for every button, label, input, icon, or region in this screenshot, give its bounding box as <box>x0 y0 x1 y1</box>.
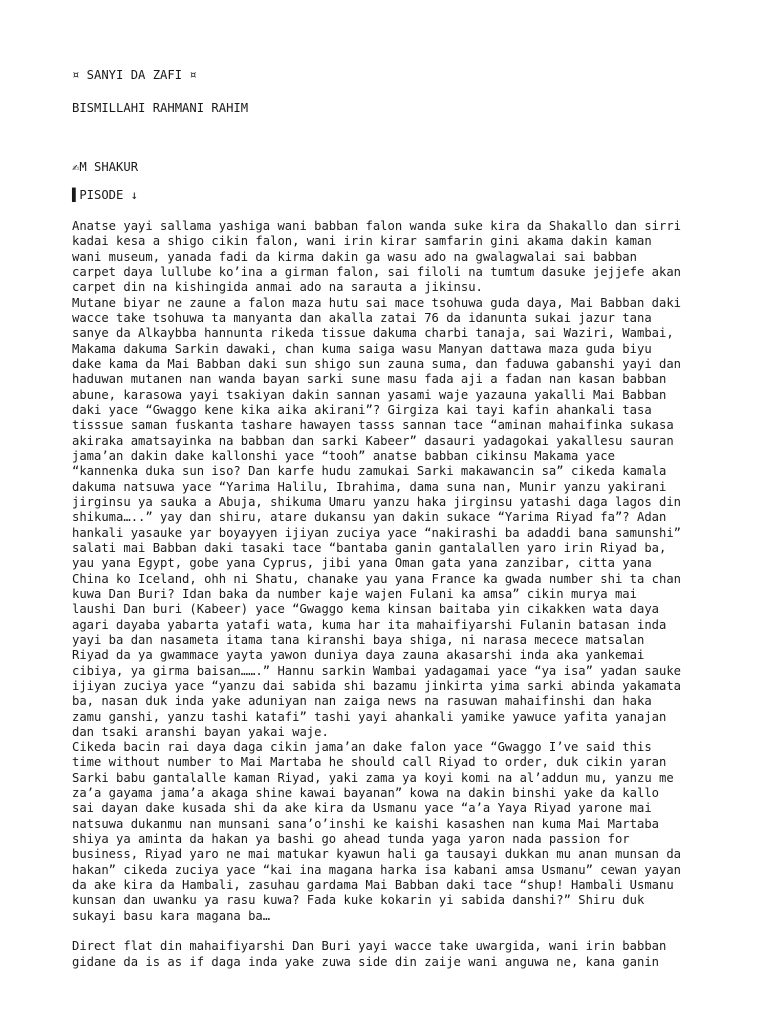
text-line: yayi ba dan nasameta itama tana kiranshi baya shiga, ni narasa mecece matsalan <box>72 632 645 647</box>
text-line: laushi Dan buri (Kabeer) yace “Gwaggo kema kinsan baitaba yin cikakken wata daya <box>72 602 659 617</box>
text-line: China ko Iceland, ohh ni Shatu, chanake yau yana France ka gwada number shi ta chan <box>72 571 682 586</box>
text-line: zamu ganshi, yanzu tashi katafi” tashi yayi ahankali yamike yawuce yafita yanajan <box>72 709 667 724</box>
text-line: daki yace “Gwaggo kene kika aika akirani”? Girgiza kai tayi kafin ahankali tasa <box>72 402 652 417</box>
author-line: ✍M SHAKUR <box>72 160 139 174</box>
text-line: salati mai Babban daki tasaki tace “bantaba ganin gantalallen yaro irin Riyad ba, <box>72 540 667 555</box>
text-line: Riyad da ya gwammace yayta yawon duniya daya zauna akasarshi inda aka yankemai <box>72 648 645 663</box>
text-line: Anatse yayi sallama yashiga wani babban falon wanda suke kira da Shakallo dan sirri <box>72 219 682 233</box>
text-line: kuwa Dan Buri? Idan baka da number kaje wajen Fulani ka amsa” cikin murya mai <box>72 586 637 601</box>
text-line: agari dayaba yabarta yatafi wata, kuma har ita mahaifiyarshi Fulanin batasan inda <box>72 617 667 632</box>
paragraph-gap <box>72 924 762 939</box>
text-line: ijiyan zuciya yace “yanzu dai sabida shi bazamu jinkirta yima sarki abinda yakamata <box>72 678 682 693</box>
text-line: da ake kira da Hambali, zasuhau gardama Mai Babban daki tace “shup! Hambali Usmanu <box>72 878 674 893</box>
text-line: Sarki babu gantalalle kaman Riyad, yaki zama ya koyi komi na al’addun mu, yanzu me <box>72 770 674 785</box>
text-line: sukayi basu kara magana ba… <box>72 908 271 923</box>
text-line: yau yana Egypt, gobe yana Cyprus, jibi yana Oman gata yana zanzibar, citta yana <box>72 556 652 571</box>
text-line: ba, nasan duk inda yake aduniyan nan zaiga news na rasuwan mahaifinshi dan haka <box>72 694 652 709</box>
text-line: abune, karasowa yayi tsakiyan dakin sannan yasami waje yazauna yakalli Mai Babban <box>72 387 667 402</box>
text-line: Makama dakuma Sarkin dawaki, chan kuma saiga wasu Manyan dattawa maza guda biyu <box>72 341 652 356</box>
text-line: shiya ya aminta da hakan ya bashi go ahead tunda yaga yaron nada passion for <box>72 832 630 847</box>
text-line: wani museum, yanada fadi da kirma dakin ga wasu ado na gwalagwalai sai babban <box>72 249 637 264</box>
text-line: business, Riyad yaro ne mai matukar kyawun hali ga tausayi dukkan mu anan munsan da <box>72 847 682 862</box>
text-line: natsuwa dukanmu nan munsani sana’o’inshi ke kaishi kasashen nan kuma Mai Martaba <box>72 816 659 831</box>
text-line: sanye da Alkaybba hannunta rikeda tissue dakuma charbi tanaja, sai Waziri, Wambai, <box>72 326 674 341</box>
text-line: shikuma…..” yay dan shiru, atare dukansu yan dakin sukace “Yarima Riyad fa”? Adan <box>72 510 667 525</box>
text-line: jirginsu ya sauka a Abuja, shikuma Umaru yanzu haka jirginsu yatashi daga lagos din <box>72 494 682 509</box>
text-line: jama’an dakin dake kallonshi yace “tooh” anatse babban cikinsu Makama yace <box>72 448 615 463</box>
story-body <box>72 219 762 970</box>
text-line: carpet din na kishingida anmai ado na sarauta a jikinsu. <box>72 280 483 295</box>
text-line: akiraka amatsayinka na babban dan sarki Kabeer” dasauri yadagokai yakallesu sauran <box>72 433 674 448</box>
text-line: gidane da is as if daga inda yake zuwa side din zaije wani anguwa ne, kana ganin <box>72 954 659 969</box>
text-line: time without number to Mai Martaba he should call Riyad to order, duk cikin yaran <box>72 755 667 770</box>
text-line: kunsan dan uwanku ya rasu kuwa? Fada kuke kokarin yi sabida danshi?” Shiru duk <box>72 893 645 908</box>
text-line: dakuma natsuwa yace “Yarima Halilu, Ibrahima, dama suna nan, Munir yanzu yakirani <box>72 479 667 494</box>
text-line: haduwan mutanen nan wanda bayan sarki sune masu fada aji a fadan nan kasan babban <box>72 372 667 387</box>
text-line: wacce take tsohuwa ta manyanta dan akalla zatai 76 da idanunta sukai jazur tana <box>72 310 652 325</box>
text-line: dan tsaki aranshi bayan yakai waje. <box>72 724 329 739</box>
text-line: Mutane biyar ne zaune a falon maza hutu sai mace tsohuwa guda daya, Mai Babban daki <box>72 295 682 310</box>
story-title: ¤ SANYI DA ZAFI ¤ <box>72 68 197 82</box>
text-line: carpet daya lullube ko’ina a girman falon, sai filoli na tumtum dasuke jejjefe akan <box>72 264 682 279</box>
text-line: Direct flat din mahaifiyarshi Dan Buri yayi wacce take uwargida, wani irin babban <box>72 939 667 954</box>
text-line: dake kama da Mai Babban daki sun shigo sun zauna suma, dan faduwa gabanshi yayi dan <box>72 356 682 371</box>
text-line: hakan” cikeda zuciya yace “kai ina magana harka isa kabani amsa Usmanu” cewan yayan <box>72 862 682 877</box>
text-line: cibiya, ya girma baisan…….” Hannu sarkin Wambai yadagamai yace “ya isa” yadan sauke <box>72 663 682 678</box>
bismillah-line: BISMILLAHI RAHMANI RAHIM <box>72 101 249 115</box>
text-line: Cikeda bacin rai daya daga cikin jama’an dake falon yace “Gwaggo I’ve said this <box>72 740 652 755</box>
text-line: “kannenka duka sun iso? Dan karfe hudu zamukai Sarki makawancin sa” cikeda kamala <box>72 464 667 479</box>
text-line: sai dayan dake kusada shi da ake kira da Usmanu yace “a’a Yaya Riyad yarone mai <box>72 801 652 816</box>
text-line: za’a gayama jama’a akaga shine kawai bayanan” kowa na dakin binshi yake da kallo <box>72 786 659 801</box>
episode-heading: ▌PISODE ↓ <box>72 188 139 202</box>
text-line: kadai kesa a shigo cikin falon, wani irin kirar samfarin gini akama dakin kaman <box>72 234 652 249</box>
text-line: tisssue saman fuskanta tashare hawayen tasss sannan tace “aminan mahaifinka sukasa <box>72 418 674 433</box>
text-line: hankali yasauke yar boyayyen ijiyan zuciya yace “nakirashi ba adaddi bana samunshi” <box>72 525 682 540</box>
